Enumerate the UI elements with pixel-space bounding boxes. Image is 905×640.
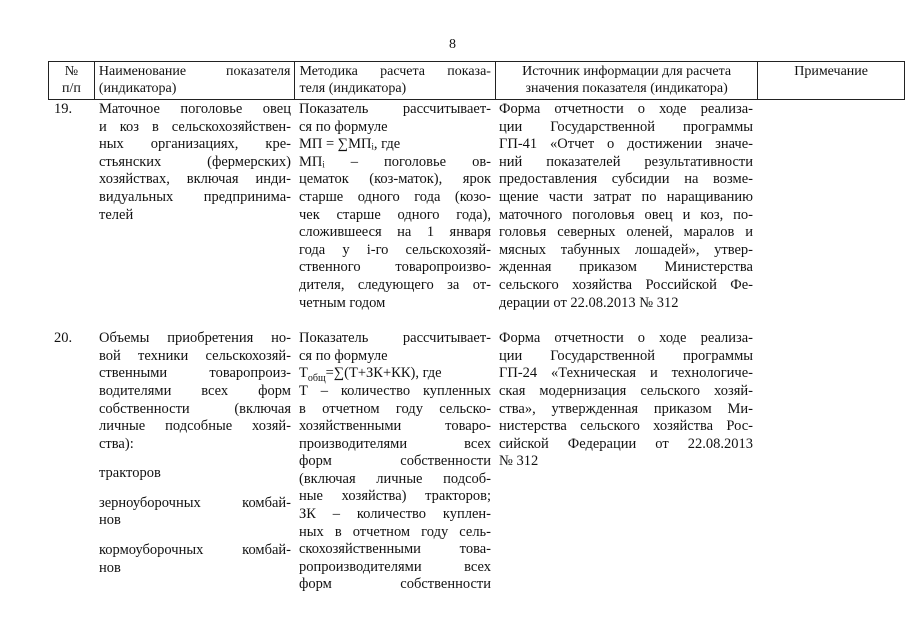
row-number: 19. xyxy=(54,101,73,117)
text-line: ропроизводителями всех xyxy=(299,558,491,575)
text-line: вой техники сельскохозяй- xyxy=(99,347,291,364)
text-line: телей xyxy=(99,206,134,223)
text-line: в отчетном году сельско- xyxy=(299,400,491,417)
text-line: предоставления субсидии на возме- xyxy=(499,171,753,188)
text-line: МПᵢ – поголовье ов- xyxy=(299,153,491,170)
note-cell xyxy=(757,312,903,594)
text-line: хозяйственными товаро- xyxy=(299,418,491,435)
text-line: ства», утвержденная приказом Ми- xyxy=(499,400,753,417)
text-line: мясных табунных лошадей», утвер- xyxy=(499,241,753,258)
source-cell xyxy=(495,312,757,594)
text-line: Т – количество купленных xyxy=(299,382,491,399)
text-line: ные хозяйства) тракторов; xyxy=(299,488,491,505)
text-line: ции Государственной программы xyxy=(499,347,753,364)
header-source xyxy=(495,62,757,100)
text-line: форм собственности xyxy=(299,576,491,593)
table-row xyxy=(48,312,903,594)
text-line: ных в отчетном году сель- xyxy=(299,523,491,540)
text-line: ственного товаропроизво- xyxy=(299,259,491,276)
text-line: и коз в сельскохозяйствен- xyxy=(99,118,291,135)
text-line: маточного поголовья овец и коз, по- xyxy=(499,206,753,223)
table-body xyxy=(48,99,903,594)
text-line: Объемы приобретения но- xyxy=(99,330,291,347)
formula-line: МП = ∑МПᵢ, где xyxy=(299,136,401,153)
header-name-line1: Наименование показателя xyxy=(98,64,291,79)
header-number-line1: № xyxy=(64,64,79,79)
header-number-line2: п/п xyxy=(62,81,81,96)
text-line: сложившееся на 1 января xyxy=(299,224,491,241)
text-line: (включая личные подсоб- xyxy=(299,470,491,487)
text-line: Форма отчетности о ходе реализа- xyxy=(499,101,753,117)
text-line: года у i-го сельскохозяй- xyxy=(299,241,491,258)
text-line: ственными товаропроиз- xyxy=(99,365,291,382)
text-line: водителями всех форм xyxy=(99,382,291,399)
text-line: ний показателей результативности xyxy=(499,153,753,170)
text-line: сийской Федерации от 22.08.2013 xyxy=(499,435,753,452)
spacer xyxy=(99,483,291,495)
text-line: Показатель рассчитывает- xyxy=(299,330,491,347)
text-line: дерации от 22.08.2013 № 312 xyxy=(499,294,679,311)
text-line: жденная приказом Министерства xyxy=(499,259,753,276)
formula-line xyxy=(299,365,491,383)
header-row xyxy=(49,62,905,100)
header-name xyxy=(94,62,295,100)
text-line: ГП-24 «Техническая и технологиче- xyxy=(499,365,753,382)
sub-item-combines-cont: нов xyxy=(99,512,121,529)
header-number xyxy=(49,62,95,100)
formula-rest: =∑(Т+ЗК+КК), где xyxy=(325,365,442,382)
source-cell xyxy=(495,99,757,312)
header-method-line1: Методика расчета показа- xyxy=(299,64,491,79)
text-line: ЗК – количество куплен- xyxy=(299,506,491,523)
text-line: ства): xyxy=(99,435,134,452)
text-line: старше одного года (козо- xyxy=(299,188,491,205)
text-line: Форма отчетности о ходе реализа- xyxy=(499,330,753,347)
text-line: цематок (коз-маток), ярок xyxy=(299,171,491,188)
row-number: 20. xyxy=(54,330,73,347)
text-line: скохозяйственными това- xyxy=(299,541,491,558)
indicator-name-cell xyxy=(95,99,295,312)
header-method-line2: теля (индикатора) xyxy=(299,81,407,96)
indicator-name-cell xyxy=(95,312,295,594)
text-line: сельского хозяйства Российской Фе- xyxy=(499,276,753,293)
header-note: Примечание xyxy=(758,62,905,100)
text-line: Маточное поголовье овец xyxy=(99,101,291,117)
text-line: видуальных предпринима- xyxy=(99,188,291,205)
note-cell xyxy=(757,99,903,312)
text-line: № 312 xyxy=(499,453,539,470)
text-line: производителями всех xyxy=(299,435,491,452)
text-line: щение части затрат по наращиванию xyxy=(499,188,753,205)
text-line: дителя, следующего за от- xyxy=(299,276,491,293)
formula-subscript: общ xyxy=(307,373,326,385)
text-line: собственности (включая xyxy=(99,400,291,417)
text-line: личные подсобные хозяй- xyxy=(99,418,291,435)
text-line: головья северных оленей, маралов и xyxy=(499,224,753,241)
sub-item-forage-harvesters-cont: нов xyxy=(99,559,121,576)
header-source-line2: значения показателя (индикатора) xyxy=(525,81,728,96)
text-line: ся по формуле xyxy=(299,347,388,364)
method-cell xyxy=(295,99,495,312)
text-line: стьянских (фермерских) xyxy=(99,153,291,170)
formula-symbol: Т xyxy=(299,365,308,382)
text-line: хозяйствах, включая инди- xyxy=(99,171,291,188)
text-line: ных организациях, кре- xyxy=(99,136,291,153)
header-method xyxy=(295,62,496,100)
header-name-line2: (индикатора) xyxy=(98,81,177,96)
spacer xyxy=(99,453,291,465)
text-line: нистерства сельского хозяйства Рос- xyxy=(499,418,753,435)
sub-item-tractors: тракторов xyxy=(99,465,161,482)
header-source-line1: Источник информации для расчета xyxy=(522,64,732,79)
text-line: ГП-41 «Отчет о достижении значе- xyxy=(499,136,753,153)
text-line: Показатель рассчитывает- xyxy=(299,101,491,117)
text-line: четным годом xyxy=(299,294,386,311)
text-line: ся по формуле xyxy=(299,118,388,135)
table-row xyxy=(48,99,903,312)
table-header xyxy=(48,61,905,100)
sub-item-combines: зерноуборочных комбай- xyxy=(99,494,291,511)
text-line: ская модернизация сельского хозяй- xyxy=(499,382,753,399)
text-line: форм собственности xyxy=(299,453,491,470)
text-line: чек старше одного года), xyxy=(299,206,491,223)
text-line: ции Государственной программы xyxy=(499,118,753,135)
page-number: 8 xyxy=(449,37,456,52)
spacer xyxy=(99,530,291,542)
method-cell xyxy=(295,312,495,594)
sub-item-forage-harvesters: кормоуборочных комбай- xyxy=(99,542,291,559)
